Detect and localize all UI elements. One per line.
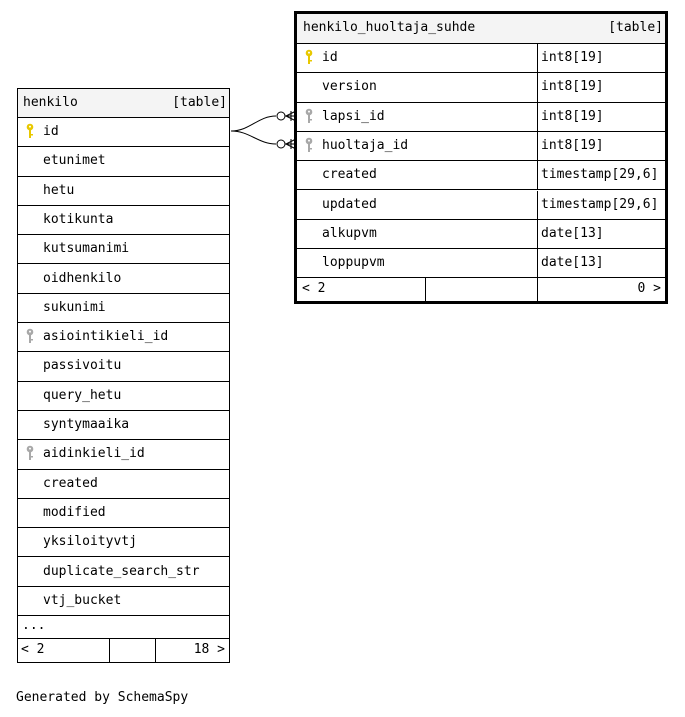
column-divider bbox=[537, 220, 538, 248]
foreign-key-icon bbox=[26, 328, 34, 344]
table-header[interactable] bbox=[297, 14, 665, 44]
table-header[interactable] bbox=[18, 89, 229, 118]
column-name: id bbox=[43, 124, 59, 139]
column-row[interactable] bbox=[297, 44, 665, 73]
column-row[interactable] bbox=[18, 470, 229, 499]
column-name: aidinkieli_id bbox=[43, 446, 145, 462]
table-name: henkilo_huoltaja_suhde bbox=[303, 20, 476, 35]
column-divider bbox=[537, 191, 538, 219]
column-name: etunimet bbox=[43, 153, 106, 169]
column-type: int8[19] bbox=[541, 108, 604, 124]
column-divider bbox=[537, 103, 538, 131]
column-name: created bbox=[322, 167, 377, 183]
column-name: oidhenkilo bbox=[43, 270, 122, 286]
column-row[interactable] bbox=[18, 118, 229, 147]
table-henkilo-huoltaja-suhde[interactable] bbox=[294, 11, 668, 304]
children-link[interactable]: 18 > bbox=[193, 642, 225, 657]
column-name: id bbox=[322, 50, 338, 65]
column-divider bbox=[537, 249, 538, 277]
column-row[interactable] bbox=[18, 528, 229, 557]
column-name: asiointikieli_id bbox=[43, 329, 169, 345]
table-type: [table] bbox=[172, 95, 227, 110]
column-name: syntymaaika bbox=[43, 417, 130, 432]
primary-key-icon bbox=[305, 49, 313, 65]
table-henkilo[interactable] bbox=[17, 88, 230, 663]
column-row[interactable] bbox=[18, 411, 229, 440]
foreign-key-icon bbox=[305, 137, 313, 153]
column-row[interactable] bbox=[297, 103, 665, 132]
footer-spacer bbox=[109, 639, 156, 662]
column-name: kutsumanimi bbox=[43, 241, 130, 257]
column-divider bbox=[537, 73, 538, 101]
column-row[interactable] bbox=[18, 499, 229, 528]
parents-link[interactable]: < 2 bbox=[18, 639, 110, 662]
foreign-key-icon bbox=[305, 108, 313, 124]
column-row[interactable] bbox=[297, 249, 665, 278]
more-columns-indicator: ... bbox=[22, 618, 46, 633]
column-name: vtj_bucket bbox=[43, 592, 122, 608]
relationship-lapsi-id bbox=[231, 111, 296, 131]
column-name: lapsi_id bbox=[322, 108, 385, 124]
generated-by-footer: Generated by SchemaSpy bbox=[16, 690, 189, 705]
relationship-huoltaja-id bbox=[231, 131, 296, 149]
column-name: updated bbox=[322, 196, 377, 212]
children-link[interactable]: 0 > bbox=[637, 281, 661, 296]
table-footer bbox=[18, 638, 229, 662]
column-name: huoltaja_id bbox=[322, 137, 409, 153]
column-row[interactable] bbox=[297, 220, 665, 249]
column-name: yksiloityvtj bbox=[43, 534, 137, 550]
table-name: henkilo bbox=[23, 95, 78, 110]
column-name: sukunimi bbox=[43, 299, 106, 315]
footer-spacer bbox=[425, 277, 538, 301]
column-name: loppupvm bbox=[322, 255, 385, 271]
table-type: [table] bbox=[608, 20, 663, 35]
parents-link[interactable]: < 2 bbox=[297, 277, 426, 301]
column-type: timestamp[29,6] bbox=[541, 167, 659, 183]
column-name: version bbox=[322, 79, 377, 95]
column-row[interactable] bbox=[18, 587, 229, 616]
column-row[interactable] bbox=[18, 147, 229, 176]
column-name: modified bbox=[43, 504, 106, 520]
column-type: date[13] bbox=[541, 225, 604, 241]
primary-key-icon bbox=[26, 123, 34, 139]
column-row[interactable] bbox=[18, 323, 229, 352]
column-row[interactable] bbox=[18, 294, 229, 323]
column-name: kotikunta bbox=[43, 211, 114, 227]
column-type: date[13] bbox=[541, 255, 604, 271]
column-name: passivoitu bbox=[43, 358, 122, 374]
column-row[interactable] bbox=[18, 206, 229, 235]
column-row[interactable] bbox=[18, 235, 229, 264]
column-name: alkupvm bbox=[322, 225, 377, 241]
table-footer bbox=[297, 277, 665, 301]
column-name: hetu bbox=[43, 182, 75, 198]
column-row[interactable] bbox=[297, 161, 665, 190]
foreign-key-icon bbox=[26, 445, 34, 461]
column-divider bbox=[537, 161, 538, 189]
column-row[interactable] bbox=[18, 265, 229, 294]
column-row[interactable] bbox=[297, 73, 665, 102]
column-row[interactable] bbox=[18, 558, 229, 587]
column-row[interactable] bbox=[18, 440, 229, 469]
column-row[interactable] bbox=[297, 191, 665, 220]
column-row[interactable] bbox=[297, 132, 665, 161]
column-row[interactable] bbox=[18, 382, 229, 411]
column-type: int8[19] bbox=[541, 137, 604, 153]
column-row[interactable] bbox=[18, 352, 229, 381]
column-name: query_hetu bbox=[43, 387, 122, 403]
column-divider bbox=[537, 44, 538, 72]
column-row[interactable] bbox=[18, 177, 229, 206]
column-divider bbox=[537, 132, 538, 160]
column-name: duplicate_search_str bbox=[43, 563, 200, 579]
column-type: int8[19] bbox=[541, 50, 604, 65]
column-type: int8[19] bbox=[541, 79, 604, 95]
column-type: timestamp[29,6] bbox=[541, 196, 659, 212]
column-name: created bbox=[43, 475, 98, 491]
